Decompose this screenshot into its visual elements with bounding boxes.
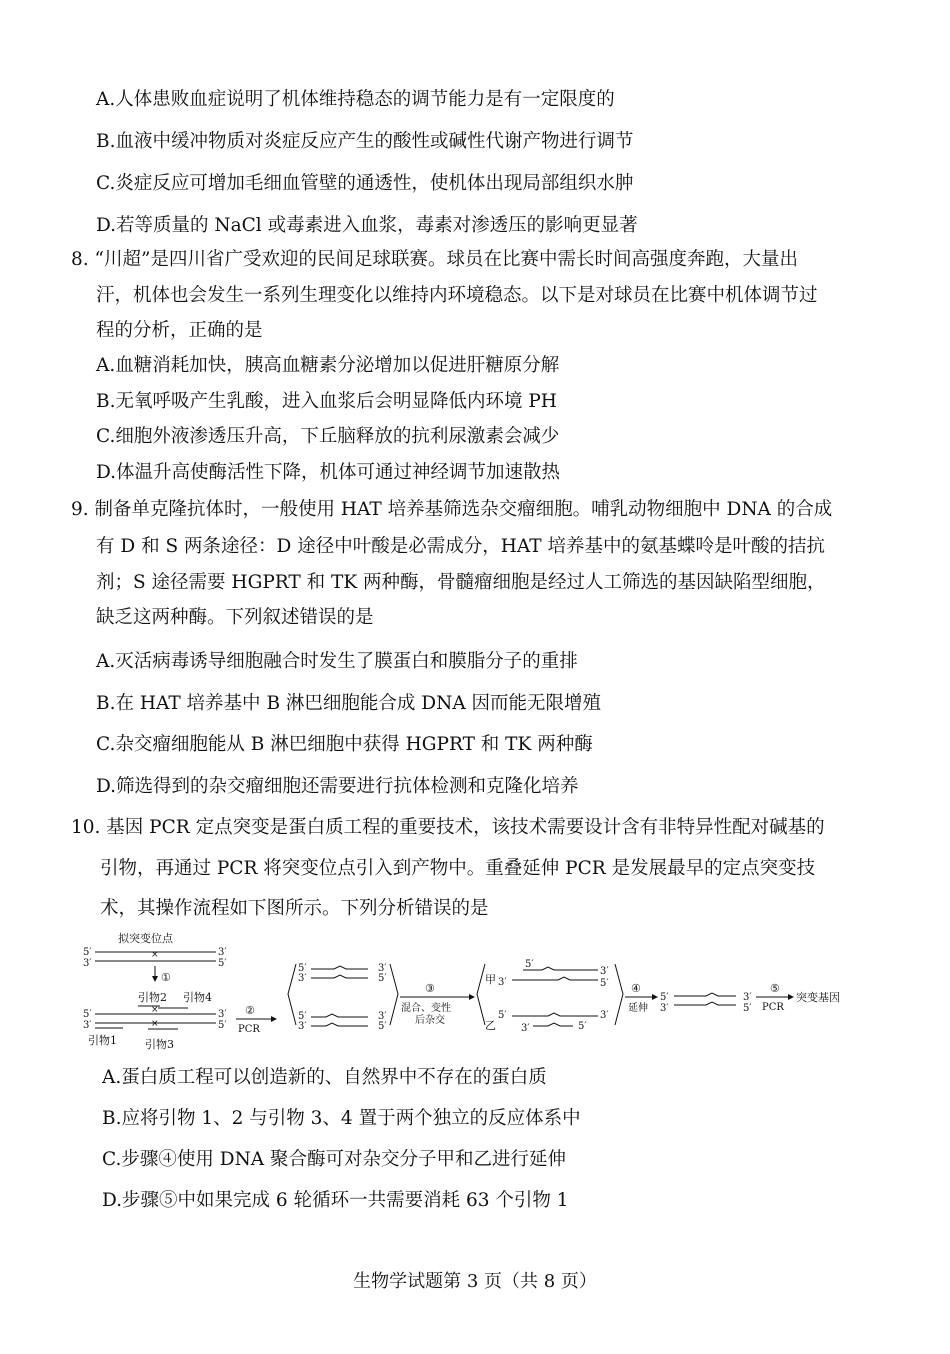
page-footer: 生物学试题第 3 页（共 8 页） xyxy=(353,1271,597,1292)
mix-denature-label: 混合、变性 xyxy=(401,1003,451,1014)
svg-text:3′: 3′ xyxy=(378,1011,387,1022)
svg-text:×: × xyxy=(151,1005,159,1015)
q7-option-b: B.血液中缓冲物质对炎症反应产生的酸性或碱性代谢产物进行调节 xyxy=(96,131,634,152)
mutation-site-label: 拟突变位点 xyxy=(118,932,173,945)
overlap-extension-pcr-diagram xyxy=(78,928,868,1056)
svg-text:×: × xyxy=(151,1019,159,1029)
q8-stem-line1: 8. “川超”是四川省广受欢迎的民间足球联赛。球员在比赛中需长时间高强度奔跑，大量出 xyxy=(71,249,798,270)
svg-text:5′: 5′ xyxy=(660,992,669,1003)
svg-text:3′: 3′ xyxy=(218,947,227,958)
svg-text:3′: 3′ xyxy=(83,1020,92,1031)
q10-option-a: A.蛋白质工程可以创造新的、自然界中不存在的蛋白质 xyxy=(102,1067,547,1088)
q10-stem-line1: 10. 基因 PCR 定点突变是蛋白质工程的重要技术，该技术需要设计含有非特异性配对碱基的 xyxy=(71,817,825,838)
q10-stem-line2: 引物，再通过 PCR 将突变位点引入到产物中。重叠延伸 PCR 是发展最早的定点突变技 xyxy=(100,858,816,879)
primer3-label: 引物3 xyxy=(145,1038,174,1051)
q7-option-a: A.人体患败血症说明了机体维持稳态的调节能力是有一定限度的 xyxy=(96,89,615,110)
q9-option-c: C.杂交瘤细胞能从 B 淋巴细胞中获得 HGPRT 和 TK 两种酶 xyxy=(96,734,593,755)
svg-text:3′: 3′ xyxy=(498,977,507,988)
svg-text:5′: 5′ xyxy=(600,978,609,989)
svg-text:5′: 5′ xyxy=(298,1011,307,1022)
svg-text:5′: 5′ xyxy=(525,959,534,970)
svg-text:3′: 3′ xyxy=(600,1010,609,1021)
q10-option-c: C.步骤④使用 DNA 聚合酶可对杂交分子甲和乙进行延伸 xyxy=(102,1149,567,1170)
svg-text:5′: 5′ xyxy=(298,963,307,974)
q10-option-b: B.应将引物 1、2 与引物 3、4 置于两个独立的反应体系中 xyxy=(102,1108,581,1129)
q8-stem-line3: 程的分析，正确的是 xyxy=(96,320,263,341)
extend-label: 延伸 xyxy=(628,1003,648,1014)
q9-option-a: A.灭活病毒诱导细胞融合时发生了膜蛋白和膜脂分子的重排 xyxy=(96,651,578,672)
svg-text:5′: 5′ xyxy=(218,1020,227,1031)
hybrid-jia-label: 甲 xyxy=(485,973,496,986)
q10-stem-line3: 术，其操作流程如下图所示。下列分析错误的是 xyxy=(100,898,489,919)
step4-label: ④ xyxy=(631,982,641,995)
primer2-label: 引物2 xyxy=(138,991,167,1004)
q7-option-d: D.若等质量的 NaCl 或毒素进入血浆，毒素对渗透压的影响更显著 xyxy=(96,215,638,236)
primer4-label: 引物4 xyxy=(183,991,212,1004)
pcr-label-1: PCR xyxy=(238,1024,260,1035)
step5-label: ⑤ xyxy=(770,982,780,995)
svg-text:5′: 5′ xyxy=(498,1010,507,1021)
step1-label: ① xyxy=(161,971,171,984)
svg-text:3′: 3′ xyxy=(218,1009,227,1020)
q9-option-d: D.筛选得到的杂交瘤细胞还需要进行抗体检测和克隆化培养 xyxy=(96,776,579,797)
q8-stem-line2: 汗，机体也会发生一系列生理变化以维持内环境稳态。以下是对球员在比赛中机体调节过 xyxy=(96,285,818,306)
q8-option-a: A.血糖消耗加快，胰高血糖素分泌增加以促进肝糖原分解 xyxy=(96,355,560,376)
q10-option-d: D.步骤⑤中如果完成 6 轮循环一共需要消耗 63 个引物 1 xyxy=(102,1190,569,1211)
svg-text:3′: 3′ xyxy=(600,966,609,977)
svg-text:3′: 3′ xyxy=(378,963,387,974)
svg-text:5′: 5′ xyxy=(83,947,92,958)
q9-stem-line3: 剂；S 途径需要 HGPRT 和 TK 两种酶，骨髓瘤细胞是经过人工筛选的基因缺陷型细胞， xyxy=(96,572,826,593)
q9-stem-line2: 有 D 和 S 两条途径：D 途径中叶酸是必需成分，HAT 培养基中的氨基蝶呤是叶酸的拮抗 xyxy=(96,536,825,557)
svg-text:3′: 3′ xyxy=(298,973,307,984)
svg-text:5′: 5′ xyxy=(378,1021,387,1032)
svg-text:3′: 3′ xyxy=(83,958,92,969)
svg-text:5′: 5′ xyxy=(578,1021,587,1032)
svg-text:3′: 3′ xyxy=(660,1003,669,1014)
q8-option-b: B.无氧呼吸产生乳酸，进入血浆后会明显降低内环境 PH xyxy=(96,391,557,412)
q8-option-d: D.体温升高使酶活性下降，机体可通过神经调节加速散热 xyxy=(96,462,561,483)
svg-text:5′: 5′ xyxy=(378,973,387,984)
q8-option-c: C.细胞外液渗透压升高，下丘脑释放的抗利尿激素会减少 xyxy=(96,426,560,447)
pcr-label-2: PCR xyxy=(762,1002,784,1013)
mutation-mark-icon: × xyxy=(151,950,159,960)
q9-option-b: B.在 HAT 培养基中 B 淋巴细胞能合成 DNA 因而能无限增殖 xyxy=(96,693,602,714)
mutant-gene-label: 突变基因 xyxy=(796,991,840,1004)
primer1-label: 引物1 xyxy=(88,1034,117,1047)
svg-text:5′: 5′ xyxy=(83,1009,92,1020)
svg-text:3′: 3′ xyxy=(743,992,752,1003)
q7-option-c: C.炎症反应可增加毛细血管壁的通透性，使机体出现局部组织水肿 xyxy=(96,173,634,194)
svg-text:3′: 3′ xyxy=(298,1021,307,1032)
svg-text:5′: 5′ xyxy=(218,958,227,969)
svg-text:3′: 3′ xyxy=(521,1023,530,1034)
hybrid-yi-label: 乙 xyxy=(485,1019,496,1032)
step2-label: ② xyxy=(245,1004,255,1017)
q9-stem-line4: 缺乏这两种酶。下列叙述错误的是 xyxy=(96,607,374,628)
step3-label: ③ xyxy=(425,982,435,995)
svg-text:5′: 5′ xyxy=(743,1003,752,1014)
q9-stem-line1: 9. 制备单克隆抗体时，一般使用 HAT 培养基筛选杂交瘤细胞。哺乳动物细胞中 DNA 的合成 xyxy=(71,499,833,520)
anneal-label: 后杂交 xyxy=(415,1015,445,1026)
